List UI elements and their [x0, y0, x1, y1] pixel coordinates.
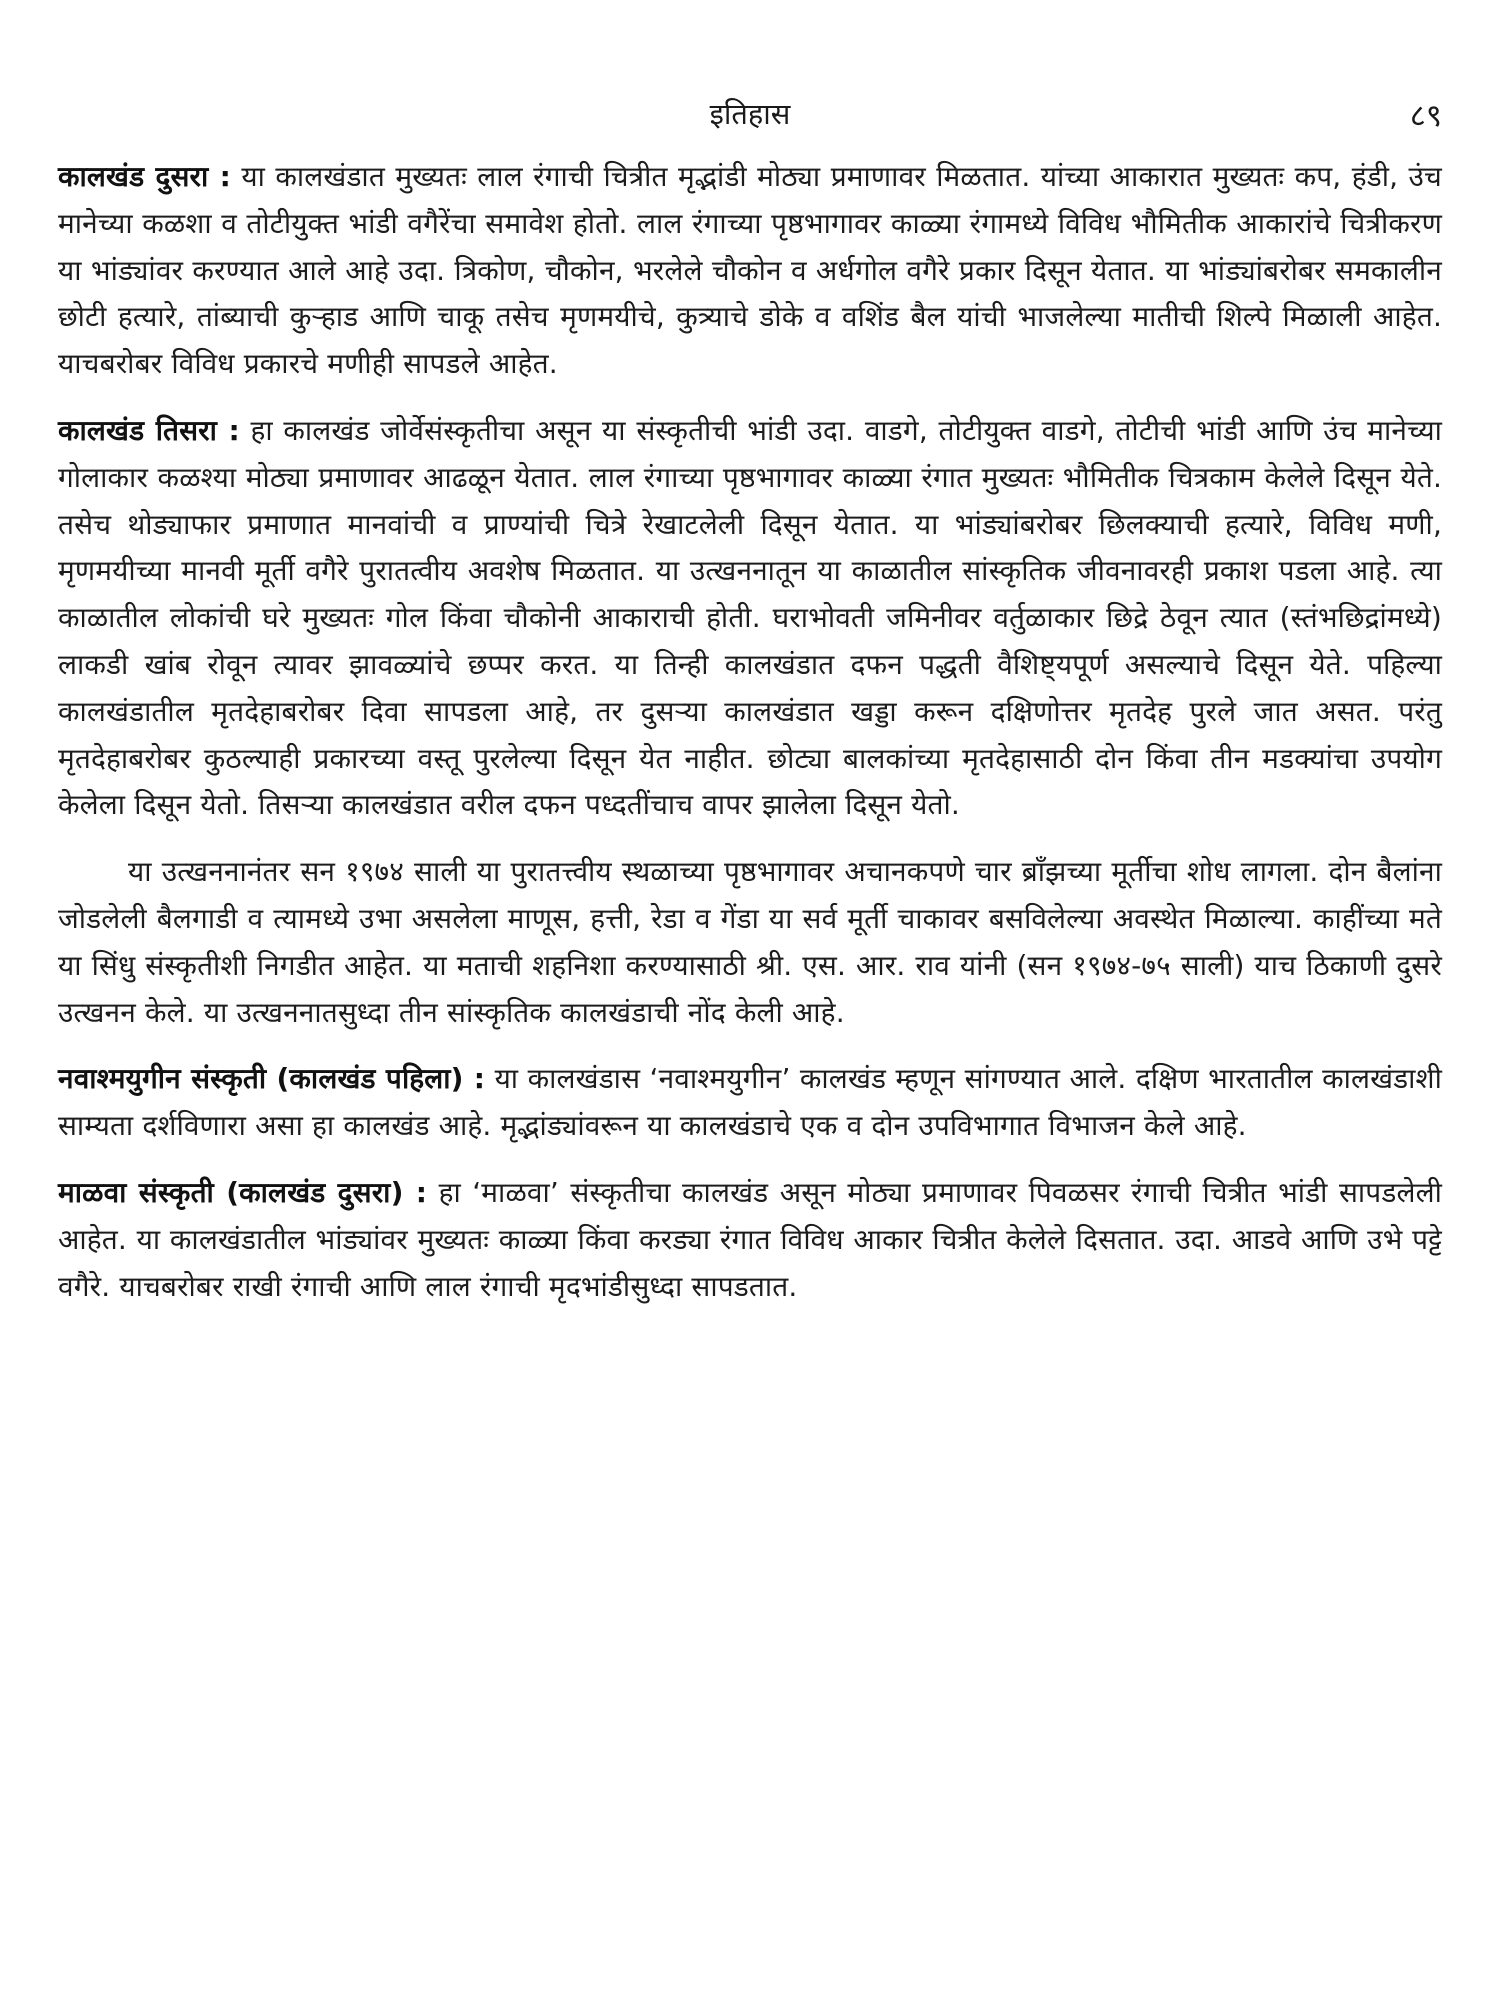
paragraph-bronze-discovery — [58, 849, 1442, 1036]
section-heading: नवाश्मयुगीन संस्कृती (कालखंड पहिला) : — [58, 1062, 486, 1096]
paragraph-text: या कालखंडास ‘नवाश्मयुगीन’ कालखंड म्हणून सांगण्यात आले. दक्षिण भारतातील कालखंडाशी साम्यता दर्शविणारा असा हा कालखंड आहे. मृद्भांड्यांवरून या कालखंडाचे एक व दोन उपविभागात विभाजन केले आहे. — [58, 1062, 1442, 1143]
paragraph-kalkhand-dusra — [58, 154, 1442, 388]
paragraph-text: हा कालखंड जोर्वेसंस्कृतीचा असून या संस्कृतीची भांडी उदा. वाडगे, तोटीयुक्त वाडगे, तोटीची भांडी आणि उंच मानेच्या गोलाकार कळश्या मोठ्या प्रमाणावर आढळून येतात. लाल रंगाच्या पृष्ठभागावर काळ्या रंगात मुख्यतः भौमितीक चित्रकाम केलेले दिसून येते. तसेच थोड्याफार प्रमाणात मानवांची व प्राण्यांची चित्रे रेखाटलेली दिसून येतात. या भांड्यांबरोबर छिलक्याची हत्यारे, विविध मणी, मृणमयीच्या मानवी मूर्ती वगैरे पुरातत्वीय अवशेष मिळतात. या उत्खननातून या काळातील सांस्कृतिक जीवनावरही प्रकाश पडला आहे. त्या काळातील लोकांची घरे मुख्यतः गोल किंवा चौकोनी आकाराची होती. घराभोवती जमिनीवर वर्तुळाकार छिद्रे ठेवून त्यात (स्तंभछिद्रांमध्ये) लाकडी खांब रोवून त्यावर झावळ्यांचे छप्पर करत. या तिन्ही कालखंडात दफन पद्धती वैशिष्ट्यपूर्ण असल्याचे दिसून येते. पहिल्या कालखंडातील मृतदेहाबरोबर दिवा सापडला आहे, तर दुसऱ्या कालखंडात खड्डा करून दक्षिणोत्तर मृतदेह पुरले जात असत. परंतु मृतदेहाबरोबर कुठल्याही प्रकारच्या वस्तू पुरलेल्या दिसून येत नाहीत. छोट्या बालकांच्या मृतदेहासाठी दोन किंवा तीन मडक्यांचा उपयोग केलेला दिसून येतो. तिसऱ्या कालखंडात वरील दफन पध्दतींचाच वापर झालेला दिसून येतो. — [58, 413, 1442, 822]
running-title: इतिहास — [709, 97, 791, 131]
paragraph-text: हा ‘माळवा’ संस्कृतीचा कालखंड असून मोठ्या प्रमाणावर पिवळसर रंगाची चित्रीत भांडी सापडलेली आहेत. या कालखंडातील भांड्यांवर मुख्यतः काळ्या किंवा करड्या रंगात विविध आकार चित्रीत केलेले दिसतात. उदा. आडवे आणि उभे पट्टे वगैरे. याचबरोबर राखी रंगाची आणि लाल रंगाची मृदभांडीसुध्दा सापडतात. — [58, 1175, 1442, 1303]
paragraph-neolithic-culture — [58, 1056, 1442, 1150]
paragraph-malwa-culture — [58, 1170, 1442, 1310]
paragraph-text: या कालखंडात मुख्यतः लाल रंगाची चित्रीत मृद्भांडी मोठ्या प्रमाणावर मिळतात. यांच्या आकारात मुख्यतः कप, हंडी, उंच मानेच्या कळशा व तोटीयुक्त भांडी वगैरेंचा समावेश होतो. लाल रंगाच्या पृष्ठभागावर काळ्या रंगामध्ये विविध भौमितीक आकारांचे चित्रीकरण या भांड्यांवर करण्यात आले आहे उदा. त्रिकोण, चौकोन, भरलेले चौकोन व अर्धगोल वगैरे प्रकार दिसून येतात. या भांड्यांबरोबर समकालीन छोटी हत्यारे, तांब्याची कुऱ्हाड आणि चाकू तसेच मृणमयीचे, कुत्र्याचे डोके व वशिंड बैल यांची भाजलेल्या मातीची शिल्पे मिळाली आहेत. याचबरोबर विविध प्रकारचे मणीही सापडले आहेत. — [58, 160, 1442, 381]
section-heading: कालखंड दुसरा : — [58, 160, 231, 193]
paragraph-text: या उत्खननानंतर सन १९७४ साली या पुरातत्त्वीय स्थळाच्या पृष्ठभागावर अचानकपणे चार ब्राँझच्या मूर्तीचा शोध लागला. दोन बैलांना जोडलेली बैलगाडी व त्यामध्ये उभा असलेला माणूस, हत्ती, रेडा व गेंडा या सर्व मूर्ती चाकावर बसविलेल्या अवस्थेत मिळाल्या. काहींच्या मते या सिंधु संस्कृतीशी निगडीत आहेत. या मताची शहनिशा करण्यासाठी श्री. एस. आर. राव यांनी (सन १९७४-७५ साली) याच ठिकाणी दुसरे उत्खनन केले. या उत्खननातसुध्दा तीन सांस्कृतिक कालखंडाची नोंद केली आहे. — [58, 855, 1442, 1029]
section-heading: कालखंड तिसरा : — [58, 413, 240, 447]
section-heading: माळवा संस्कृती (कालखंड दुसरा) : — [58, 1175, 428, 1209]
running-header — [58, 94, 1442, 154]
page-number: ८९ — [1409, 98, 1442, 134]
paragraph-kalkhand-tisra — [58, 408, 1442, 829]
